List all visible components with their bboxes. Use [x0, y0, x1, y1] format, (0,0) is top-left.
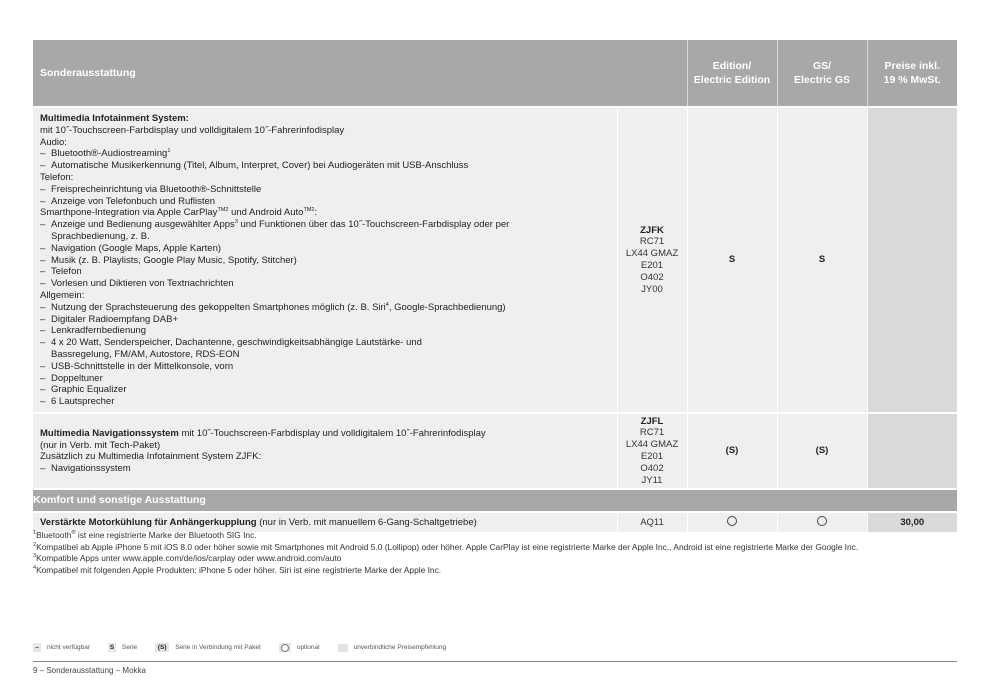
infotainment-price [867, 107, 957, 413]
section-header-komfort [33, 489, 957, 512]
cooling-gs-value [777, 512, 867, 532]
table-row-cooling [33, 512, 957, 532]
table-row-navigation [33, 413, 957, 489]
legend-dash-symbol: – [33, 643, 41, 652]
footnote-1: $^1$Bluetooth® ist eine registrierte Marke der Bluetooth SIG Inc. [33, 530, 257, 540]
legend-s-symbol: S [109, 644, 115, 651]
navigation-gs-value: (S) [777, 413, 867, 489]
infotainment-edition-value: S [687, 107, 777, 413]
cooling-edition-value [687, 512, 777, 532]
table-header [33, 40, 957, 107]
cooling-code: AQ11 [617, 512, 687, 532]
legend-ps-label: Serie in Verbindung mit Paket [175, 644, 261, 651]
footnote-2: $^2$Kompatibel ab Apple iPhone 5 mit iOS 8.0 oder höher sowie mit Smartphones mit Android 5.0 (Lollipop) oder höher. Apple CarPlay ist eine registrierte Marke der Apple Inc., Android ist eine registrierte Marke der Google Inc. [33, 541, 859, 552]
optional-circle-icon [817, 516, 827, 526]
infotainment-codes: ZJFK RC71 LX44 GMAZ E201 O402 JY00 [617, 107, 687, 413]
footer-divider [33, 661, 957, 662]
options-table-wrapper [33, 40, 957, 532]
header-gs: GS/ Electric GS [777, 40, 867, 107]
navigation-codes: ZJFL RC71 LX44 GMAZ E201 O402 JY11 [617, 413, 687, 489]
legend-s-label: Serie [122, 644, 138, 651]
navigation-price [867, 413, 957, 489]
navigation-edition-value: (S) [687, 413, 777, 489]
options-table [33, 40, 957, 532]
infotainment-gs-value: S [777, 107, 867, 413]
cooling-price: 30,00 [867, 512, 957, 532]
infotainment-description: Multimedia Infotainment System: mit 10˝-Touchscreen-Farbdisplay und volldigitalem 10˝-Fahrerinfodisplay Audio: – Bluetooth®-Audiostreaming$^1$ – Automatische Musikerkennung (Titel, Album, Interpret, Cover) bei Audiogeräten mit USB-Anschluss Telefon: – Freisprecheinrichtung via Bluetooth®-Schnittstelle – Anzeige von Telefonbuch und Ruflisten Smarthpone-Integration via Apple CarPlay$^{TM2}$ und Android Auto$^{TM2}$: – Anzeige und Bedienung ausgewählter Apps$^3$ und Funktionen über das 10˝-Touchscreen-Farbdisplay oder per Sprachbedienung, z. B. – Navigation (Google Maps, Apple Karten) – Musik (z. B. Playlists, Google Play Music, Spotify, Stitcher) – Telefon – Vorlesen und Diktieren von Textnachrichten Allgemein: – Nutzung der Sprachsteuerung des gekoppelten Smartphones möglich (z. B. Siri$^4$, Google-Sprachbedienung) – Digitaler Radioempfang DAB+ – Lenkradfernbedienung – 4 x 20 Watt, Senderspeicher, Dachantenne, geschwindigkeitsabhängige Lautstärke- und Bassregelung, FM/AM, Autostore, RDS-EON – USB-Schnittstelle in der Mittelkonsole, vorn – Doppeltuner – Graphic Equalizer – 6 Lautsprecher [33, 107, 617, 413]
navigation-description: Multimedia Navigationssystem mit 10˝-Touchscreen-Farbdisplay und volldigitalem 10˝-Fahrerinfodisplay (nur in Verb. mit Tech-Paket) Zusätzlich zu Multimedia Infotainment System ZJFK: – Navigationssystem [33, 413, 617, 489]
optional-circle-icon [727, 516, 737, 526]
table-row-infotainment [33, 107, 957, 413]
legend-grey-label: unverbindliche Preisempfehlung [353, 644, 447, 651]
legend [33, 643, 464, 652]
legend-dash-label: nicht verfügbar [47, 644, 90, 651]
legend-ps-symbol: (S) [155, 643, 169, 652]
footnote-3: $^3$Kompatible Apps unter www.apple.com/de/ios/carplay oder www.android.com/auto [33, 553, 342, 564]
footnote-4: $^4$Kompatibel mit folgenden Apple Produkten: iPhone 5 oder höher. Siri ist eine registrierte Marke der Apple Inc. [33, 565, 442, 576]
cooling-description: Verstärkte Motorkühlung für Anhängerkupplung (nur in Verb. mit manuellem 6-Gang-Schaltgetriebe) [33, 512, 617, 532]
legend-optional-symbol [279, 643, 291, 652]
legend-optional-label: optional [296, 644, 320, 651]
header-sonderausstattung: Sonderausstattung [33, 40, 687, 107]
footnotes [33, 530, 858, 577]
page-footer: 9 – Sonderausstattung – Mokka [33, 666, 146, 675]
section-title: Komfort und sonstige Ausstattung [33, 489, 957, 512]
legend-grey-swatch [338, 644, 348, 652]
optional-circle-icon [281, 644, 289, 652]
header-edition: Edition/ Electric Edition [687, 40, 777, 107]
header-price: Preise inkl. 19 % MwSt. [867, 40, 957, 107]
